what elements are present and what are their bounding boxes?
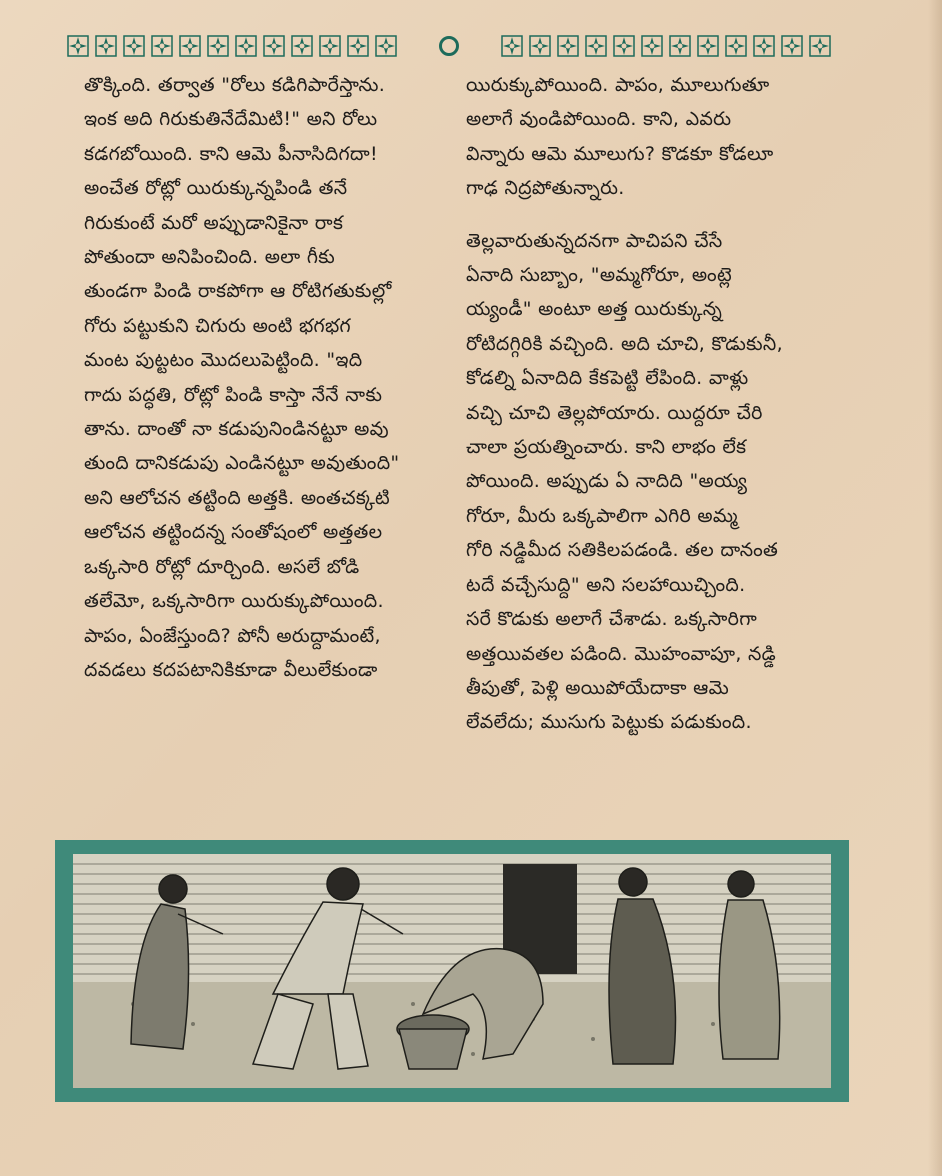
floral-star-icon [780,34,804,58]
floral-star-icon [290,34,314,58]
right-column-paragraph-2: తెల్లవారుతున్నదనగా పాచిపని చేసే ఏనాది సుబ్బాం, "అమ్మగోరూ, అంట్లె య్యండీ" అంటూ అత్త యిరుక్కున్న రోటిదగ్గిరికి వచ్చింది. అది చూచి, కొడుకునీ, కోడల్ని ఏనాదిది కేకపెట్టి లేపింది. వాళ్లు వచ్చి చూచి తెల్లపోయారు. యిద్దరూ చేరి చాలా ప్రయత్నించారు. కాని లాభం లేక పోయింది. అప్పుడు ఏ నాదిది "అయ్య గోరూ, మీరు ఒక్కపాలిగా ఎగిరి అమ్మ గోరి నడ్డిమీద సతికిలపడండి. తల దానంత టదే వచ్చేసుద్ది" అని సలహాయిచ్చింది. సరే కొడుకు అలాగే చేశాడు. ఒక్కసారిగా అత్తయివతల పడింది. మొహంవాపూ, నడ్డి తీపుతో, పెళ్లి అయిపోయేదాకా ఆమె లేవలేదు; ముసుగు పెట్టుకు పడుకుంది. [466,229,783,734]
page-edge-shadow [928,0,942,1176]
floral-star-icon [696,34,720,58]
story-illustration [55,840,849,1102]
floral-star-icon [346,34,370,58]
floral-star-icon [584,34,608,58]
right-column-paragraph-1: యిరుక్కుపోయింది. పాపం, మూలుగుతూ అలాగే వుండిపోయింది. కాని, ఎవరు విన్నారు ఆమె మూలుగు? కొడకూ కోడలూ గాఢ నిద్రపోతున్నారు. [466,74,774,200]
floral-star-icon [724,34,748,58]
ornament-row-right [500,34,832,58]
left-text-column [84,68,474,687]
floral-star-icon [318,34,342,58]
floral-star-icon [66,34,90,58]
right-text-column [466,68,838,740]
floral-star-icon [234,34,258,58]
floral-star-icon [262,34,286,58]
floral-star-icon [668,34,692,58]
floral-star-icon [528,34,552,58]
ornamental-header [66,30,832,62]
floral-star-icon [640,34,664,58]
floral-star-icon [94,34,118,58]
floral-star-icon [178,34,202,58]
floral-star-icon [752,34,776,58]
floral-star-icon [556,34,580,58]
floral-star-icon [122,34,146,58]
floral-star-icon [808,34,832,58]
floral-star-icon [612,34,636,58]
floral-star-icon [206,34,230,58]
left-column-text: తొక్కింది. తర్వాత "రోలు కడిగిపారేస్తాను. ఇంక అది గిరుకుతినేదేమిటి!" అని రోలు కడగబోయింది. కాని ఆమె పీనాసిదిగదా! అంచేత రోట్లో యిరుక్కున్నపిండి తనే గిరుకుంటే మరో అప్పుడానికైనా రాక పోతుందా అనిపించింది. అలా గీకు తుండగా పిండి రాకపోగా ఆ రోటిగతుకుల్లో గోరు పట్టుకుని చిగురు అంటి భగభగ మంట పుట్టటం మొదలుపెట్టింది. "ఇది గాదు పద్ధతి, రోట్లో పిండి కాస్తా నేనే నాకు తాను. దాంతో నా కడుపునిండినట్టూ అవు తుంది దానికడుపు ఎండినట్టూ అవుతుంది" అని ఆలోచన తట్టింది అత్తకి. అంతచక్కటి ఆలోచన తట్టిందన్న సంతోషంలో అత్తతల ఒక్కసారి రోట్లో దూర్చింది. అసలే బోడి తలేమో, ఒక్కసారిగా యిరుక్కుపోయింది. పాపం, ఏంజేస్తుంది? పోనీ అరుద్దామంటే, దవడలు కదపటానికికూడా వీలులేకుండా [84,74,400,681]
circle-ornament-icon [439,36,459,56]
story-illustration-icon [73,854,831,1088]
floral-star-icon [500,34,524,58]
floral-star-icon [150,34,174,58]
floral-star-icon [374,34,398,58]
ornament-row-left [66,34,398,58]
